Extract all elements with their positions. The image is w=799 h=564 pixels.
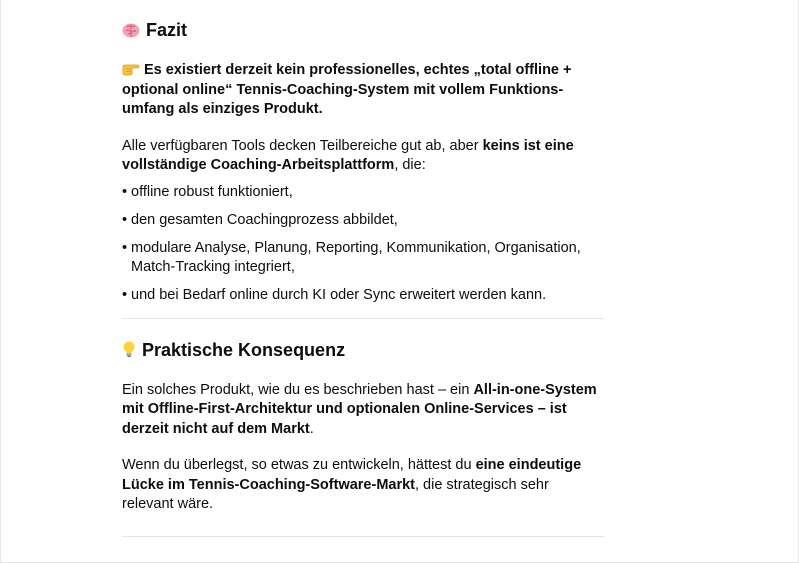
brain-icon	[122, 22, 140, 38]
divider	[122, 318, 604, 319]
tools-paragraph-bold: keins ist eine vollständige Coaching-Arbeitsplattform	[122, 137, 574, 173]
product-paragraph	[122, 381, 604, 440]
lead-text: Es existiert derzeit kein professionelles, echtes „total offline + optional online“ Tennis-Coaching-System mit vollem Funktionsumfang als einziges Produkt.	[122, 62, 572, 117]
tools-paragraph-suffix: , die:	[394, 157, 426, 173]
section-heading-fazit	[122, 18, 604, 42]
market-paragraph-suffix: , die strategisch sehr relevant wäre.	[122, 476, 549, 512]
product-paragraph-prefix: Ein solches Produkt, wie du es beschrieben hast – ein	[122, 381, 474, 398]
tools-paragraph-prefix: Alle verfügbaren Tools decken Teilbereiche gut ab, aber	[122, 137, 483, 154]
product-paragraph-bold: All-in-one-System mit Offline-First-Architektur und optionalen Online-Services – ist derzeit nicht auf dem Markt	[122, 381, 597, 437]
section-heading-text: Fazit	[146, 20, 188, 40]
market-paragraph-prefix: Wenn du überlegst, so etwas zu entwickeln, hättest du	[122, 457, 476, 473]
product-paragraph-suffix: .	[309, 420, 314, 437]
pointing-right-hand-icon	[122, 63, 140, 76]
divider	[122, 536, 604, 537]
lead-paragraph	[122, 61, 604, 120]
list-item: • modulare Analyse, Planung, Reporting, Kommunikation, Organisation, Match-Tracking integriert,	[122, 239, 604, 278]
assistant-message	[122, 18, 604, 537]
market-paragraph	[122, 456, 604, 515]
light-bulb-icon	[122, 341, 136, 358]
market-paragraph-bold: eine eindeutige Lücke im Tennis-Coaching-Software-Markt	[122, 457, 582, 493]
section-heading-konsequenz	[122, 338, 604, 362]
list-item: • den gesamten Coachingprozess abbildet,	[122, 211, 604, 231]
requirements-list	[122, 183, 604, 306]
section-heading-text: Praktische Konsequenz	[142, 339, 346, 360]
list-item: • und bei Bedarf online durch KI oder Sync erweitert werden kann.	[122, 286, 604, 306]
tools-paragraph	[122, 137, 604, 176]
list-item: • offline robust funktioniert,	[122, 183, 604, 203]
